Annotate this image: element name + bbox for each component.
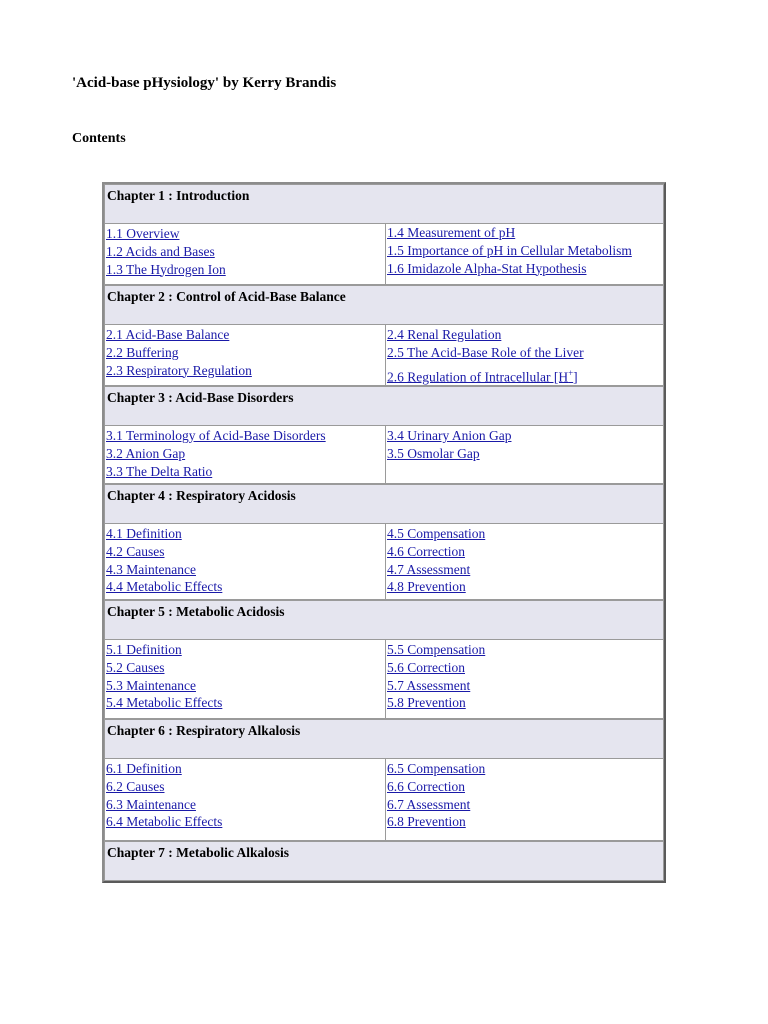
section-link-1-1[interactable]: 1.1 Overview [106,226,180,241]
chapter-5-sections [104,640,664,719]
section-link-4-1[interactable]: 4.1 Definition [106,526,182,541]
section-link-2-6-superscript: + [568,367,574,378]
section-link-2-3[interactable]: 2.3 Respiratory Regulation [106,362,252,378]
section-link-2-6[interactable] [387,365,663,385]
section-link-5-7[interactable]: 5.7 Assessment [387,677,471,693]
section-link-5-8[interactable]: 5.8 Prevention [387,695,466,711]
chapter-4-right-column [386,524,663,599]
section-link-2-6-suffix: ] [573,369,578,385]
section-link-4-2[interactable]: 4.2 Causes [106,543,165,559]
chapter-6-header: Chapter 6 : Respiratory Alkalosis [104,719,664,759]
section-link-4-3[interactable]: 4.3 Maintenance [106,561,196,577]
contents-heading: Contents [72,131,126,146]
section-link-5-2[interactable]: 5.2 Causes [106,659,165,675]
section-link-3-3[interactable]: 3.3 The Delta Ratio [106,463,213,479]
chapter-1-header: Chapter 1 : Introduction [104,184,664,224]
section-link-6-3[interactable]: 6.3 Maintenance [106,796,196,812]
chapter-2-left-column [105,325,386,385]
section-link-6-7[interactable]: 6.7 Assessment [387,796,471,812]
chapter-2-sections [104,325,664,386]
section-link-3-4[interactable]: 3.4 Urinary Anion Gap [387,428,512,443]
chapter-6-sections [104,759,664,841]
section-link-4-7[interactable]: 4.7 Assessment [387,561,471,577]
chapter-1-sections [104,224,664,285]
section-link-6-5[interactable]: 6.5 Compensation [387,761,486,776]
chapter-3-left-column [105,426,386,483]
section-link-6-2[interactable]: 6.2 Causes [106,778,165,794]
chapter-4-left-column [105,524,386,599]
section-link-5-4[interactable]: 5.4 Metabolic Effects [106,695,223,711]
section-link-3-5[interactable]: 3.5 Osmolar Gap [387,445,480,461]
chapter-3-header: Chapter 3 : Acid-Base Disorders [104,386,664,426]
section-link-1-4[interactable]: 1.4 Measurement of pH [387,225,516,240]
section-link-4-6[interactable]: 4.6 Correction [387,543,465,559]
section-link-2-2[interactable]: 2.2 Buffering [106,344,179,360]
section-link-6-4[interactable]: 6.4 Metabolic Effects [106,814,223,830]
chapter-6-right-column [386,759,663,840]
section-link-6-1[interactable]: 6.1 Definition [106,761,182,776]
section-link-2-4[interactable]: 2.4 Renal Regulation [387,327,502,342]
section-link-4-8[interactable]: 4.8 Prevention [387,579,466,595]
section-link-6-8[interactable]: 6.8 Prevention [387,814,466,830]
section-link-1-5[interactable]: 1.5 Importance of pH in Cellular Metabolism [387,242,632,258]
section-link-5-3[interactable]: 5.3 Maintenance [106,677,196,693]
section-link-4-4[interactable]: 4.4 Metabolic Effects [106,579,223,595]
contents-table [102,182,666,883]
chapter-5-left-column [105,640,386,718]
document-title: 'Acid-base pHysiology' by Kerry Brandis [72,75,337,91]
section-link-4-5[interactable]: 4.5 Compensation [387,526,486,541]
section-link-3-2[interactable]: 3.2 Anion Gap [106,445,186,461]
chapter-4-sections [104,524,664,600]
chapter-3-sections [104,426,664,484]
chapter-2-header: Chapter 2 : Control of Acid-Base Balance [104,285,664,325]
section-link-3-1[interactable]: 3.1 Terminology of Acid-Base Disorders [106,428,326,443]
section-link-5-5[interactable]: 5.5 Compensation [387,642,486,657]
section-link-1-6[interactable]: 1.6 Imidazole Alpha-Stat Hypothesis [387,260,587,276]
chapter-2-right-column [386,325,663,385]
chapter-1-right-column [386,224,663,284]
section-link-1-2[interactable]: 1.2 Acids and Bases [106,243,215,259]
chapter-6-left-column [105,759,386,840]
section-link-2-5[interactable]: 2.5 The Acid-Base Role of the Liver [387,344,584,360]
chapter-4-header: Chapter 4 : Respiratory Acidosis [104,484,664,524]
chapter-1-left-column [105,224,386,284]
section-link-2-1[interactable]: 2.1 Acid-Base Balance [106,327,230,342]
section-link-6-6[interactable]: 6.6 Correction [387,778,465,794]
chapter-7-header: Chapter 7 : Metabolic Alkalosis [104,841,664,881]
chapter-5-right-column [386,640,663,718]
section-link-1-3[interactable]: 1.3 The Hydrogen Ion [106,261,226,277]
chapter-3-right-column [386,426,663,483]
section-link-2-6-text: 2.6 Regulation of Intracellular [H [387,369,569,385]
section-link-5-1[interactable]: 5.1 Definition [106,642,182,657]
chapter-5-header: Chapter 5 : Metabolic Acidosis [104,600,664,640]
section-link-5-6[interactable]: 5.6 Correction [387,659,465,675]
